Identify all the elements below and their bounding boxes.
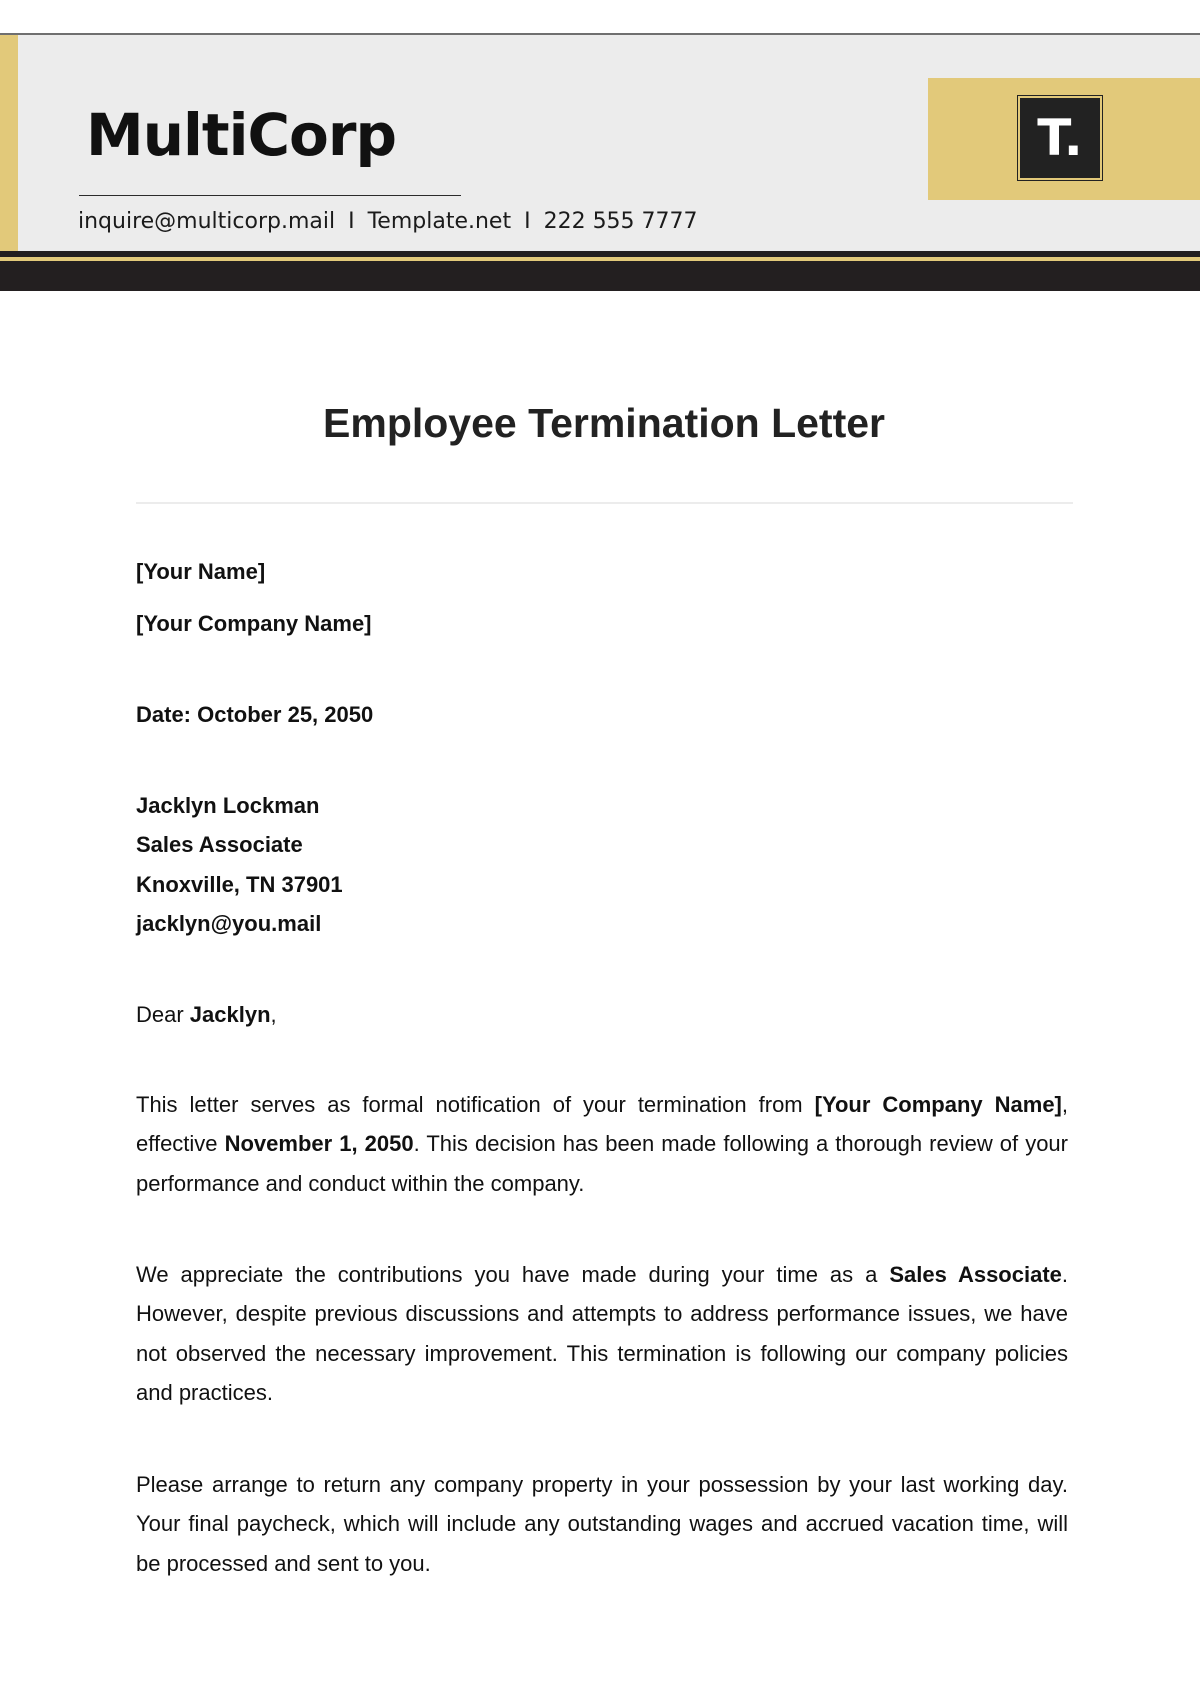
template-logo-icon bbox=[1020, 98, 1100, 178]
contact-phone: 222 555 7777 bbox=[543, 209, 698, 234]
brand-divider bbox=[79, 195, 461, 196]
letterhead bbox=[0, 35, 1200, 251]
logo-letter: T. bbox=[1037, 109, 1083, 167]
text-run: We appreciate the contributions you have made during your time as a bbox=[136, 1262, 890, 1287]
text-run: . However, despite previous discussions and attempts to address performance issues, we have not observed the necessary improvement. This termination is following our company policies and practices. bbox=[136, 1262, 1069, 1405]
salutation bbox=[136, 1002, 277, 1028]
effective-date: November 1, 2050 bbox=[224, 1131, 414, 1157]
company-name: MultiCorp bbox=[86, 101, 397, 169]
text-run: . This decision has been made following a thorough review of your performance and conduct within the company. bbox=[136, 1131, 1068, 1196]
recipient-email: jacklyn@you.mail bbox=[136, 911, 322, 936]
text-run: Please arrange to return any company property in your possession by your last working day. Your final paycheck, which will include any outstanding wages and accrued vacation time, will be processed and sent to you. bbox=[136, 1472, 1068, 1576]
accent-bar bbox=[0, 35, 18, 251]
salutation-name: Jacklyn bbox=[189, 1002, 271, 1027]
contact-website: Template.net bbox=[367, 209, 512, 234]
document-title: Employee Termination Letter bbox=[323, 400, 885, 446]
recipient-position: Sales Associate bbox=[136, 832, 303, 857]
recipient-address: Knoxville, TN 37901 bbox=[136, 872, 343, 897]
paragraph-property-return bbox=[136, 1465, 1068, 1583]
salutation-suffix: , bbox=[270, 1002, 277, 1027]
contact-separator: I bbox=[348, 209, 355, 234]
letter-date: Date: October 25, 2050 bbox=[136, 702, 374, 727]
company-placeholder: [Your Company Name] bbox=[814, 1092, 1062, 1117]
paragraph-appreciation bbox=[136, 1255, 1068, 1412]
contact-separator: I bbox=[524, 209, 531, 234]
logo-panel bbox=[928, 78, 1200, 200]
sender-company: [Your Company Name] bbox=[136, 611, 372, 636]
recipient-name: Jacklyn Lockman bbox=[136, 793, 320, 818]
position-title: Sales Associate bbox=[889, 1262, 1062, 1287]
text-run: , effective bbox=[136, 1092, 1069, 1157]
text-run: This letter serves as formal notification of your termination from bbox=[136, 1092, 815, 1117]
contact-email: inquire@multicorp.mail bbox=[78, 209, 336, 234]
sender-name: [Your Name] bbox=[136, 559, 266, 584]
paragraph-termination-notice bbox=[136, 1085, 1068, 1203]
salutation-prefix: Dear bbox=[136, 1002, 190, 1027]
header-band-bottom bbox=[0, 261, 1200, 291]
contact-line bbox=[78, 209, 698, 234]
title-divider bbox=[136, 502, 1073, 504]
